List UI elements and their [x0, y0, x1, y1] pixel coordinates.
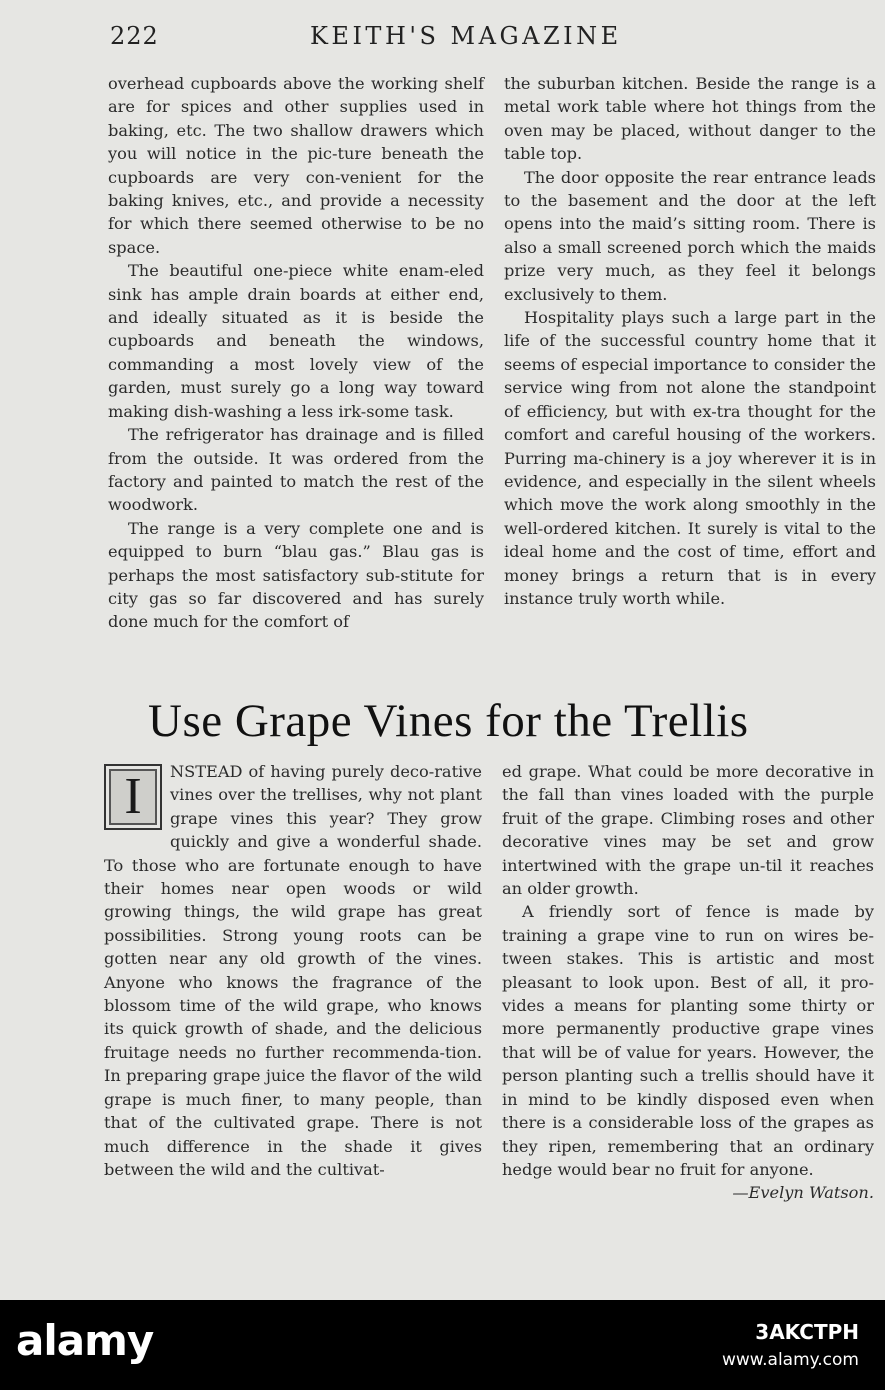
paragraph [502, 900, 874, 1203]
image-id: 3AKCTPH [755, 1320, 859, 1344]
paragraph: overhead cupboards above the working shelf are for spices and other supplies used in baking, etc. The two shallow drawers which you will notice in the pic-ture beneath the cupboards are very con-venient for the baking knives, etc., and provide a necessity for which there seemed otherwise to be no space. [108, 74, 484, 257]
paragraph-text: NSTEAD of having purely deco-rative vines over the trellises, why not plant grape vines this year? They grow quickly and give a wonderful shade. To those who are fortunate enough to have their homes near open woods or wild growing things, the wild grape has great possibilities. Strong young roots can be gotten near any old growth of the vines. Anyone who knows the fragrance of the blossom time of the wild grape, who knows its quick growth of shade, and the delicious fruitage needs no further recommenda-tion. In preparing grape juice the flavor of the wild grape is much finer, to many people, than that of the cultivated grape. There is not much difference in the shade it gives between the wild and the cultivat- [104, 762, 482, 1179]
running-title: KEITH'S MAGAZINE [310, 22, 622, 50]
paragraph-text: A friendly sort of fence is made by training a grape vine to run on wires be-tween stakes. This is artistic and most pleasant to look upon. Best of all, it pro-vides a means for planting some thirty or more permanently productive grape vines that will be of value for years. However, the person planting such a trellis should have it in mind to be kindly disposed even when there is a considerable loss of the grapes as they ripen, remembering that an ordinary hedge would bear no fruit for anyone. [502, 902, 874, 1179]
article-left-column [104, 760, 482, 1181]
paragraph: The beautiful one-piece white enam-eled sink has ample drain boards at either end, and ideally situated as it is beside the cupboards and beneath the windows, commanding a most lovely view of the garden, must surely go a long way toward making dish-washing a less irk-some task. [108, 261, 484, 421]
article-first-paragraph [104, 760, 482, 1181]
paragraph: The refrigerator has drainage and is filled from the outside. It was ordered from the factory and painted to match the rest of the woodwork. [108, 425, 484, 515]
drop-cap: I [104, 764, 162, 830]
top-right-column [504, 72, 876, 610]
author-signature: —Evelyn Watson. [732, 1183, 874, 1203]
paragraph: ed grape. What could be more decorative in the fall than vines loaded with the purple fruit of the grape. Climbing roses and other decorative vines may be set and grow intertwined with the grape un-til it reaches an older growth. [502, 762, 874, 899]
brand-logo: alamy [16, 1316, 154, 1365]
paragraph: the suburban kitchen. Beside the range is a metal work table where hot things from the oven may be placed, without danger to the table top. [504, 74, 876, 164]
paragraph: The range is a very complete one and is equipped to burn “blau gas.” Blau gas is perhaps the most satisfactory sub-stitute for city gas so far discovered and has surely done much for the comfort of [108, 518, 484, 632]
page-number: 222 [110, 22, 159, 50]
paragraph: The door opposite the rear entrance leads to the basement and the door at the left opens into the maid’s sitting room. There is also a small screened porch which the maids prize very much, as they feel it belongs exclusively to them. [504, 167, 876, 304]
article-right-column [502, 760, 874, 1205]
top-left-column [108, 72, 484, 634]
site-url: www.alamy.com [721, 1350, 859, 1370]
article-title: Use Grape Vines for the Trellis [148, 695, 749, 747]
stock-watermark-bar [0, 1300, 885, 1390]
paragraph: Hospitality plays such a large part in the life of the successful country home that it seems of especial importance to consider the service wing from not alone the standpoint of efficiency, but with ex-tra thought for the comfort and careful housing of the workers. Purring ma-chinery is a joy wherever it is in evidence, and especially in the silent wheels which move the work along smoothly in the well-ordered kitchen. It surely is vital to the ideal home and the cost of time, effort and money brings a return that is in every instance truly worth while. [504, 308, 876, 608]
